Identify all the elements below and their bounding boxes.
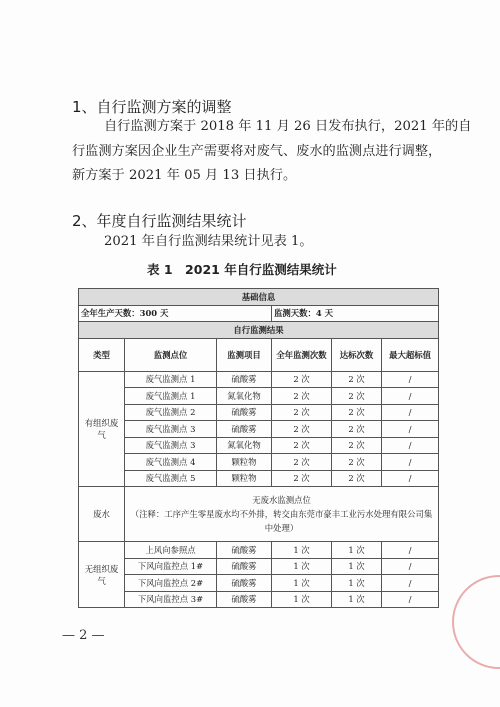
cell: 1 次	[332, 575, 382, 592]
table-row	[79, 470, 439, 487]
page-number: — 2 —	[62, 628, 105, 643]
section1-heading: 1、自行监测方案的调整	[72, 98, 232, 116]
wastewater-line1: 无废水监测点位	[252, 495, 311, 505]
cell: /	[382, 558, 439, 575]
section1-line2: 行监测方案因企业生产需要将对废气、废水的监测点进行调整，	[72, 144, 442, 159]
basic-info-header: 基础信息	[79, 289, 439, 306]
cell: 2 次	[332, 388, 382, 405]
cell: 硫酸雾	[217, 371, 272, 388]
cell: 1 次	[272, 542, 332, 559]
cell: 废气监测点 1	[125, 371, 217, 388]
cell: /	[382, 542, 439, 559]
type-wastewater: 废水	[79, 487, 125, 542]
cell: 硫酸雾	[217, 591, 272, 608]
table-row	[79, 454, 439, 471]
table-row	[79, 575, 439, 592]
col-type: 类型	[79, 338, 125, 371]
cell: 颗粒物	[217, 454, 272, 471]
section1-line1: 自行监测方案于 2018 年 11 月 26 日发布执行，2021 年的自	[104, 119, 472, 134]
table-row	[79, 404, 439, 421]
cell: 废气监测点 4	[125, 454, 217, 471]
section2-heading: 2、年度自行监测结果统计	[72, 212, 247, 230]
cell: 1 次	[332, 542, 382, 559]
cell: /	[382, 575, 439, 592]
cell: 氮氧化物	[217, 437, 272, 454]
red-seal-stamp	[452, 575, 500, 669]
results-table	[78, 288, 439, 608]
cell: 2 次	[272, 404, 332, 421]
cell: 2 次	[332, 470, 382, 487]
cell: 1 次	[332, 558, 382, 575]
cell: 2 次	[272, 454, 332, 471]
col-count: 全年监测次数	[272, 338, 332, 371]
cell: 2 次	[332, 371, 382, 388]
cell: /	[382, 437, 439, 454]
col-point: 监测点位	[125, 338, 217, 371]
cell: 2 次	[332, 437, 382, 454]
cell: 硫酸雾	[217, 575, 272, 592]
table-row	[79, 421, 439, 438]
wastewater-line2: （注释：工序产生零星废水均不外排，转交由东莞市豪丰工业污水处理有限公司集	[130, 509, 433, 519]
results-header: 自行监测结果	[79, 322, 439, 339]
cell: /	[382, 371, 439, 388]
cell: /	[382, 454, 439, 471]
wastewater-note	[125, 487, 439, 542]
cell: /	[382, 404, 439, 421]
cell: 2 次	[272, 421, 332, 438]
table-row	[79, 371, 439, 388]
cell: 下风向监控点 3#	[125, 591, 217, 608]
table-row	[79, 388, 439, 405]
cell: 1 次	[332, 591, 382, 608]
section2-para: 2021 年自行监测结果统计见表 1。	[104, 234, 313, 249]
section1-line3: 新方案于 2021 年 05 月 13 日执行。	[72, 168, 297, 183]
col-pass: 达标次数	[332, 338, 382, 371]
cell: 1 次	[272, 558, 332, 575]
cell: 2 次	[332, 404, 382, 421]
type-organized: 有组织废气	[79, 371, 125, 487]
cell: 2 次	[272, 371, 332, 388]
cell: 颗粒物	[217, 470, 272, 487]
cell: /	[382, 470, 439, 487]
cell: 1 次	[272, 591, 332, 608]
cell: 下风向监控点 2#	[125, 575, 217, 592]
cell: /	[382, 421, 439, 438]
table-row	[79, 437, 439, 454]
table-caption: 表 1 2021 年自行监测结果统计	[147, 262, 337, 277]
cell: 硫酸雾	[217, 558, 272, 575]
cell: 2 次	[272, 437, 332, 454]
type-unorganized: 无组织废气	[79, 542, 125, 608]
cell: 废气监测点 1	[125, 388, 217, 405]
cell: 2 次	[272, 470, 332, 487]
cell: 上风向参照点	[125, 542, 217, 559]
cell: /	[382, 388, 439, 405]
table-row	[79, 558, 439, 575]
table-row	[79, 591, 439, 608]
production-days: 全年生产天数：300 天	[79, 305, 272, 322]
cell: 2 次	[272, 388, 332, 405]
table-row	[79, 542, 439, 559]
cell: /	[382, 591, 439, 608]
cell: 废气监测点 2	[125, 404, 217, 421]
cell: 废气监测点 5	[125, 470, 217, 487]
monitoring-days: 监测天数：4 天	[272, 305, 439, 322]
table-row	[79, 487, 439, 542]
col-item: 监测项目	[217, 338, 272, 371]
wastewater-line3: 中处理）	[264, 523, 299, 533]
col-max: 最大超标值	[382, 338, 439, 371]
cell: 2 次	[332, 421, 382, 438]
cell: 下风向监控点 1#	[125, 558, 217, 575]
cell: 2 次	[332, 454, 382, 471]
cell: 硫酸雾	[217, 421, 272, 438]
cell: 硫酸雾	[217, 404, 272, 421]
cell: 硫酸雾	[217, 542, 272, 559]
cell: 废气监测点 3	[125, 437, 217, 454]
cell: 1 次	[272, 575, 332, 592]
cell: 废气监测点 3	[125, 421, 217, 438]
cell: 氮氧化物	[217, 388, 272, 405]
